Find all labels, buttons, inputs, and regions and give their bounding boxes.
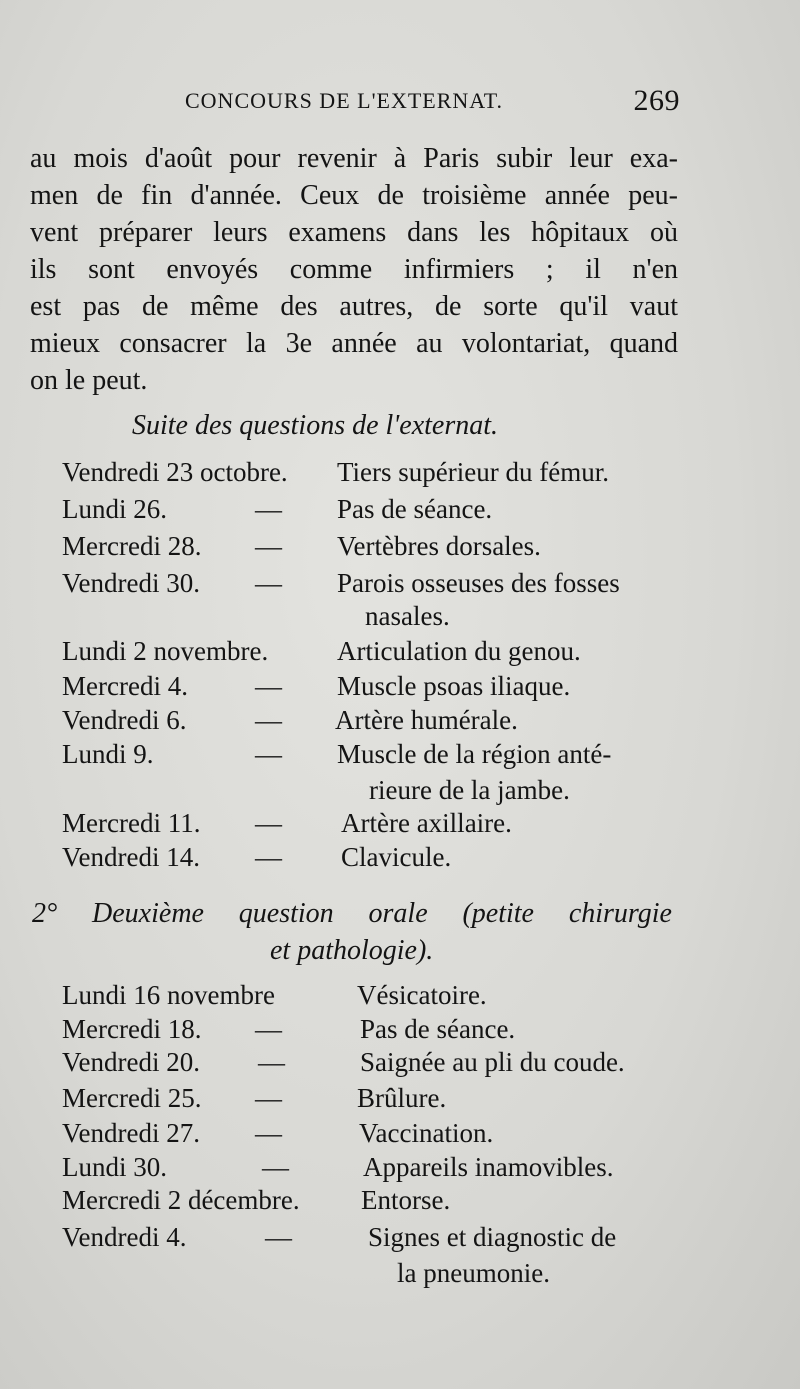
row-topic: Muscle psoas iliaque. xyxy=(337,671,571,701)
row-dash: — xyxy=(255,671,282,701)
page-header xyxy=(185,84,680,120)
row-topic: Articulation du genou. xyxy=(337,636,581,666)
row-dash: — xyxy=(255,1014,282,1044)
row-date: Mercredi 2 décembre. xyxy=(62,1185,300,1215)
intro-line: vent préparer leurs examens dans les hôpitaux où xyxy=(30,217,678,248)
row-topic: Parois osseuses des fosses xyxy=(337,568,620,598)
row-date: Lundi 26. xyxy=(62,494,167,524)
row-topic: Vertèbres dorsales. xyxy=(337,531,541,561)
row-topic: Muscle de la région anté- xyxy=(337,739,612,769)
row-dash: — xyxy=(255,842,282,872)
row-date: Lundi 16 novembre xyxy=(62,980,275,1010)
row-topic: Appareils inamovibles. xyxy=(363,1152,614,1182)
row-topic: Pas de séance. xyxy=(337,494,493,524)
row-date: Lundi 30. xyxy=(62,1152,167,1182)
row-topic: Vaccination. xyxy=(359,1118,494,1148)
row-topic: Tiers supérieur du fémur. xyxy=(337,457,609,487)
row-date: Vendredi 14. xyxy=(62,842,200,872)
row-topic: Artère humérale. xyxy=(335,705,518,735)
row-date: Vendredi 4. xyxy=(62,1222,187,1252)
row-date: Mercredi 11. xyxy=(62,808,201,838)
row-date: Vendredi 23 octobre. xyxy=(62,457,288,487)
row-topic: Vésicatoire. xyxy=(357,980,487,1010)
row-dash: — xyxy=(255,531,282,561)
row-date: Lundi 9. xyxy=(62,739,154,769)
row-date: Mercredi 25. xyxy=(62,1083,202,1113)
section2-title-continuation: et pathologie). xyxy=(270,935,434,966)
section2-title: 2° Deuxième question orale (petite chirurgie xyxy=(32,898,672,929)
row-dash: — xyxy=(255,705,282,735)
row-dash: — xyxy=(255,1118,282,1148)
row-date: Vendredi 27. xyxy=(62,1118,200,1148)
row-dash: — xyxy=(255,739,282,769)
intro-paragraph xyxy=(30,140,678,399)
row-date: Mercredi 18. xyxy=(62,1014,202,1044)
row-dash: — xyxy=(255,1083,282,1113)
row-topic: Signes et diagnostic de xyxy=(368,1222,617,1252)
row-topic-continuation: la pneumonie. xyxy=(397,1258,550,1288)
row-date: Mercredi 28. xyxy=(62,531,202,561)
row-topic: Saignée au pli du coude. xyxy=(360,1047,625,1077)
intro-line: est pas de même des autres, de sorte qu'il vaut xyxy=(30,291,678,322)
row-dash: — xyxy=(255,568,282,598)
row-date: Vendredi 20. xyxy=(62,1047,200,1077)
intro-line: mieux consacrer la 3e année au volontariat, quand xyxy=(30,328,678,359)
row-dash: — xyxy=(265,1222,292,1252)
intro-line: au mois d'août pour revenir à Paris subir leur exa- xyxy=(30,143,678,174)
row-topic: Entorse. xyxy=(361,1185,451,1215)
row-topic: Pas de séance. xyxy=(360,1014,516,1044)
row-topic: Brûlure. xyxy=(357,1083,447,1113)
row-topic-continuation: rieure de la jambe. xyxy=(369,775,570,805)
intro-line: men de fin d'année. Ceux de troisième année peu- xyxy=(30,180,678,211)
row-date: Mercredi 4. xyxy=(62,671,188,701)
row-date: Lundi 2 novembre. xyxy=(62,636,269,666)
running-title: CONCOURS DE L'EXTERNAT. xyxy=(185,88,504,113)
row-dash: — xyxy=(262,1152,289,1182)
section1-title: Suite des questions de l'externat. xyxy=(132,410,499,441)
row-topic: Artère axillaire. xyxy=(341,808,512,838)
intro-line: on le peut. xyxy=(30,365,148,396)
row-dash: — xyxy=(255,494,282,524)
page-number: 269 xyxy=(633,84,680,117)
row-dash: — xyxy=(258,1047,285,1077)
row-topic: Clavicule. xyxy=(341,842,452,872)
row-date: Vendredi 6. xyxy=(62,705,187,735)
row-dash: — xyxy=(255,808,282,838)
row-topic-continuation: nasales. xyxy=(365,601,450,631)
intro-line: ils sont envoyés comme infirmiers ; il n'en xyxy=(30,254,678,285)
row-date: Vendredi 30. xyxy=(62,568,200,598)
